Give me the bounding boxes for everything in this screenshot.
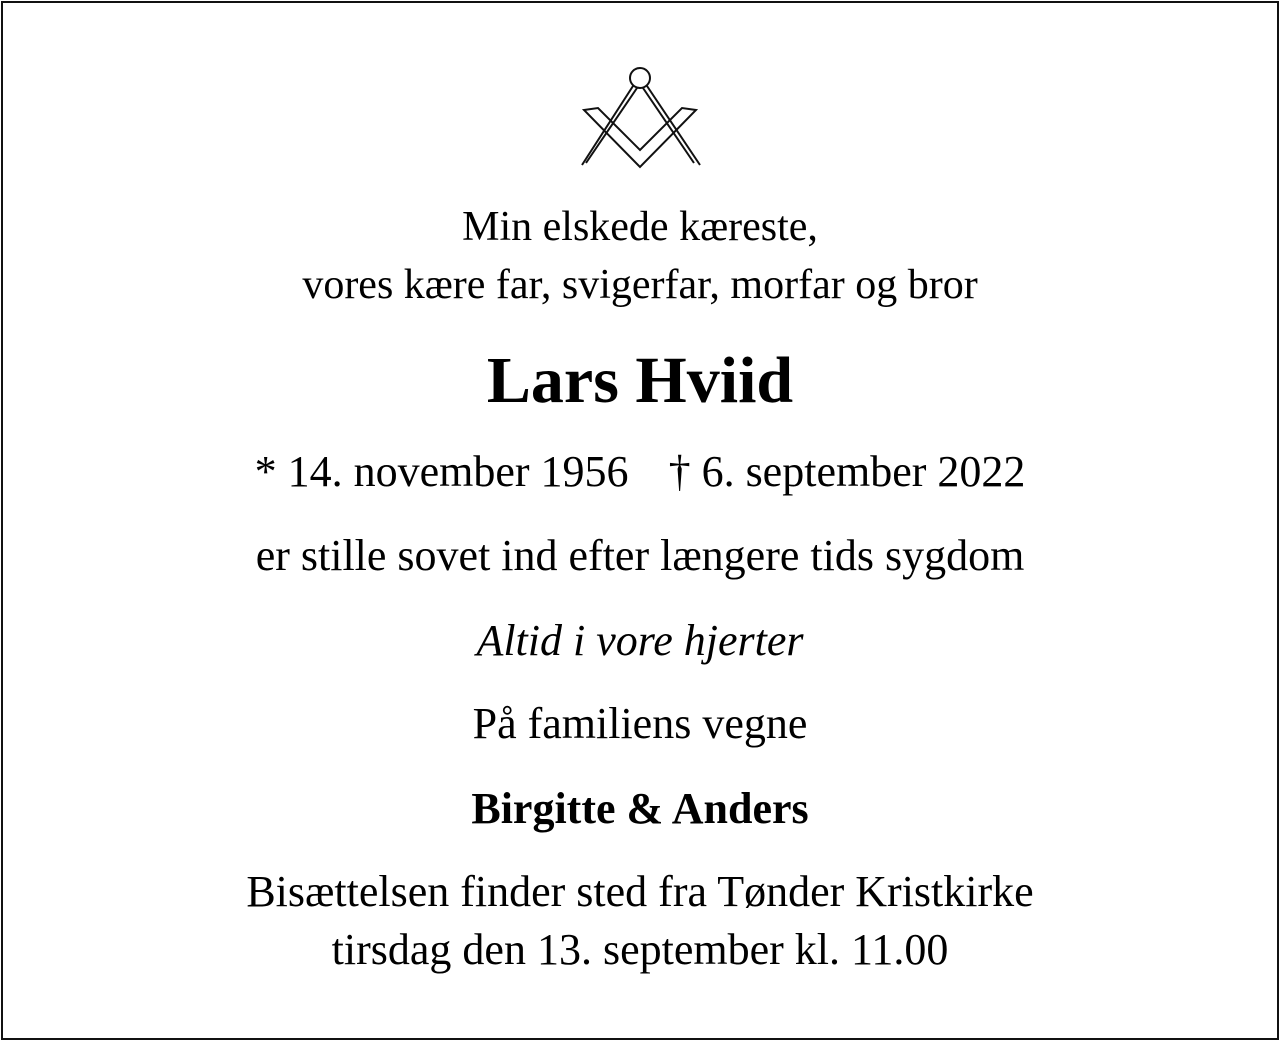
signers: Birgitte & Anders bbox=[471, 784, 809, 833]
deceased-name: Lars Hviid bbox=[486, 344, 794, 417]
motto: Altid i vore hjerter bbox=[476, 616, 804, 665]
birth-date: * 14. november 1956 bbox=[254, 447, 629, 496]
passing-message: er stille sovet ind efter længere tids sygdom bbox=[255, 531, 1025, 580]
life-dates bbox=[0, 446, 1280, 497]
death-date: † 6. september 2022 bbox=[668, 447, 1026, 496]
intro-line-2: vores kære far, svigerfar, morfar og bror bbox=[302, 262, 978, 308]
funeral-line-2: tirsdag den 13. september kl. 11.00 bbox=[331, 925, 949, 974]
square-and-compass-icon bbox=[560, 50, 720, 180]
funeral-line-1: Bisættelsen finder sted fra Tønder Kristkirke bbox=[246, 867, 1034, 916]
intro-line-1: Min elskede kæreste, bbox=[462, 204, 818, 250]
on-behalf-text: På familiens vegne bbox=[472, 699, 808, 748]
